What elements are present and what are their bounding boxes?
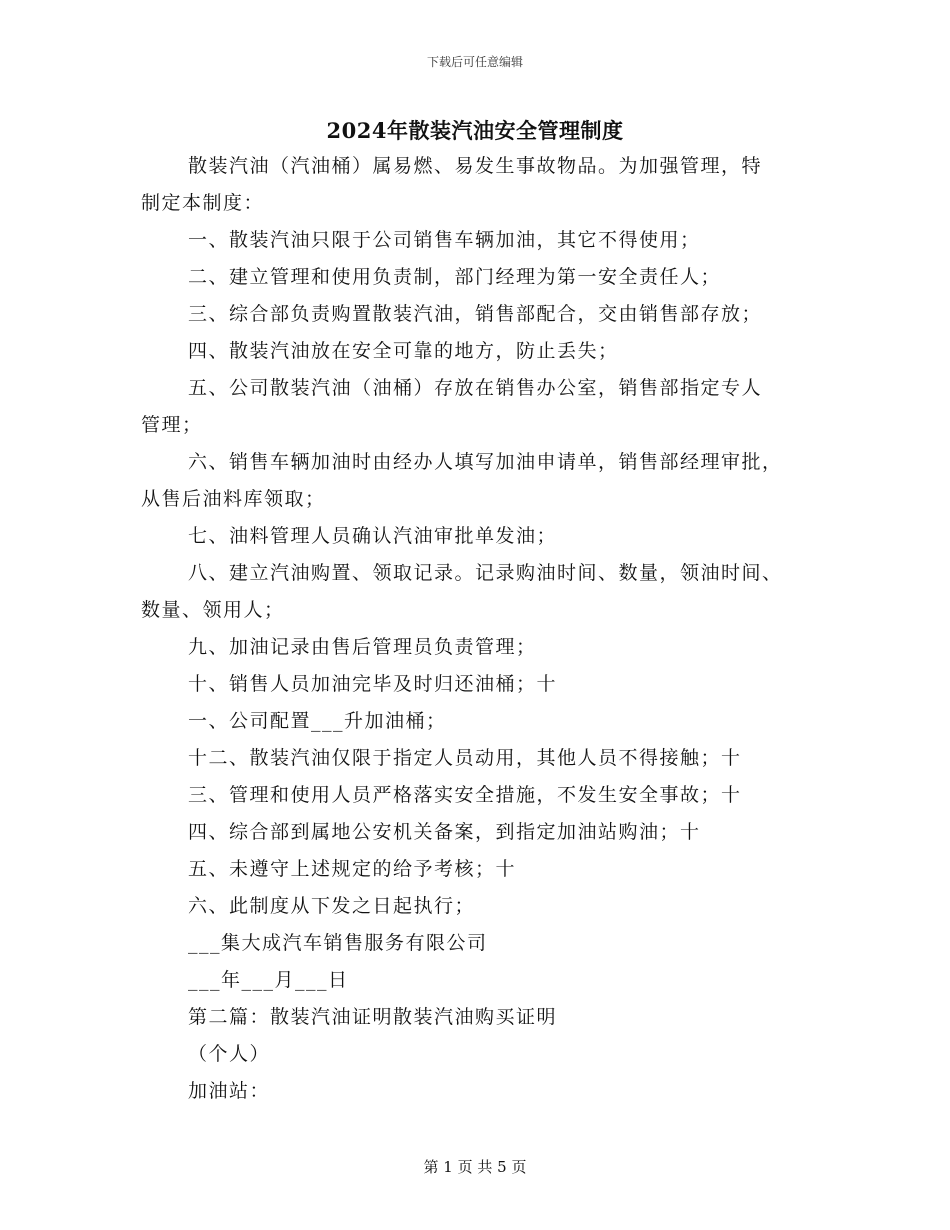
document-line: 二、建立管理和使用负责制，部门经理为第一安全责任人； (188, 266, 722, 288)
document-body (141, 148, 801, 1110)
document-line: 五、公司散装汽油（油桶）存放在销售办公室，销售部指定专人 (188, 377, 763, 399)
document-line: 散装汽油（汽油桶）属易燃、易发生事故物品。为加强管理，特 (188, 155, 763, 177)
document-line: 五、未遵守上述规定的给予考核；十 (188, 858, 517, 880)
header-note: 下载后可任意编辑 (426, 55, 523, 69)
document-line: 数量、领用人； (141, 599, 285, 621)
document-line: 九、加油记录由售后管理员负责管理； (188, 636, 537, 658)
document-title: 2024年散装汽油安全管理制度 (326, 118, 624, 143)
document-line: 四、综合部到属地公安机关备案，到指定加油站购油；十 (188, 821, 701, 843)
document-line: 一、散装汽油只限于公司销售车辆加油，其它不得使用； (188, 229, 701, 251)
document-line: （个人） (188, 1043, 271, 1065)
document-line: 八、建立汽油购置、领取记录。记录购油时间、数量，领油时间、 (188, 562, 783, 584)
document-line: 七、油料管理人员确认汽油审批单发油； (188, 525, 558, 547)
document-line: 一、公司配置___升加油桶； (188, 710, 447, 732)
document-line: 三、综合部负责购置散装汽油，销售部配合，交由销售部存放； (188, 303, 763, 325)
document-line: 六、销售车辆加油时由经办人填写加油申请单，销售部经理审批， (188, 451, 783, 473)
document-line: ___集大成汽车销售服务有限公司 (188, 932, 488, 954)
document-line: 六、此制度从下发之日起执行； (188, 895, 476, 917)
document-line: 从售后油料库领取； (141, 488, 326, 510)
document-line: 第二篇：散装汽油证明散装汽油购买证明 (188, 1006, 558, 1028)
document-line: 四、散装汽油放在安全可靠的地方，防止丢失； (188, 340, 619, 362)
document-line: 三、管理和使用人员严格落实安全措施，不发生安全事故；十 (188, 784, 742, 806)
page-number-footer: 第 1 页 共 5 页 (423, 1158, 527, 1176)
document-line: 制定本制度： (141, 192, 265, 214)
document-line: ___年___月___日 (188, 969, 349, 991)
document-line: 加油站： (188, 1080, 271, 1102)
document-line: 十二、散装汽油仅限于指定人员动用，其他人员不得接触；十 (188, 747, 742, 769)
document-line: 十、销售人员加油完毕及时归还油桶；十 (188, 673, 558, 695)
document-line: 管理； (141, 414, 203, 436)
